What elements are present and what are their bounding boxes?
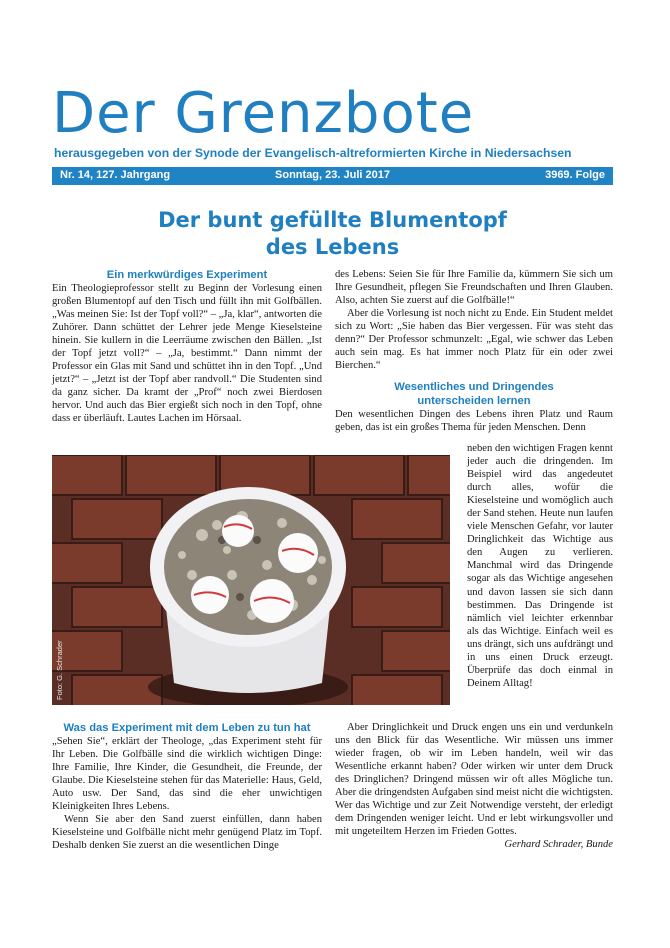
paragraph-student: Aber die Vorlesung ist noch nicht zu Ende. Ein Student meldet sich zu Wort: „Sie haben das Bier vergessen. Für was steht das denn?“ Der Professor schmunzelt: „Egal, wie schwer das Leben auch sein mag. Es hat immer noch Platz für ein oder zwei Bierchen.“ <box>335 308 613 372</box>
issue-sequence: 3969. Folge <box>545 169 605 181</box>
right-column-top <box>335 268 613 434</box>
paragraph-sand: Wenn Sie aber den Sand zuerst einfüllen, dann haben Kieselsteine und Golfbälle nicht mehr genügend Platz im Topf. Deshalb denken Sie zuerst an die wesentlichen Dinge <box>52 814 322 852</box>
paragraph-meaning: „Sehen Sie“, erklärt der Theologe, „das Experiment steht für Ihr Leben. Die Golfbälle sind die wirklich wichtigen Dinge: Ihre Familie, Ihre Kinder, die Gesundheit, die Freunde, der Glaube. Die Kieselsteine stehen für das Materielle: Haus, Geld, Auto usw. Der Sand, das sind die eher unwichtigen Kleinigkeiten Ihres Lebens. <box>52 736 322 813</box>
subheading-wesentliches-1: Wesentliches und Dringendes <box>394 381 554 394</box>
masthead-subtitle: herausgegeben von der Synode der Evangelisch-altreformierten Kirche in Niedersachsen <box>54 146 572 160</box>
photo-credit: Foto: G. Schrader <box>55 640 64 700</box>
issue-date: Sonntag, 23. Juli 2017 <box>275 169 390 181</box>
issue-info-bar <box>52 167 613 185</box>
left-column-top <box>52 268 322 426</box>
article-headline <box>52 207 613 261</box>
left-column-bottom <box>52 721 322 852</box>
author-signature: Gerhard Schrader, Bunde <box>504 839 613 851</box>
paragraph-druck <box>335 721 613 851</box>
headline-line-1: Der bunt gefüllte Blumentopf <box>158 208 507 232</box>
paragraph-druck-text: Aber Dringlichkeit und Druck engen uns ein und verdunkeln uns den Blick für das Wesentliche. Wir müssen uns immer wieder fragen, ob wir im Leben handeln, weil wir das Wesentliche erkannt haben? Oder wirken wir unter dem Druck des Dringlichen? Dringend müssen wir oft alles Mögliche tun. Aber die dringendsten Aufgaben sind meist nicht die wichtigsten. Wer das Wichtige und zur Zeit Notwendige versteht, der erledigt dem Dringenden weniger leicht. Und er lebt wirkungsvoller und mit ungeteiltem Herzen im Frieden Gottes. <box>335 722 613 838</box>
flowerpot-illustration <box>52 455 450 705</box>
headline-line-2: des Lebens <box>265 235 400 259</box>
right-column-wrap <box>467 442 613 690</box>
paragraph-dringend: neben den wichtigen Fragen kennt jeder auch die dringenden. Im Beispiel wird das angedeutet durch alles, wofür die Kieselsteine und womöglich auch der Sand stehen. Heute nun laufen viele Menschen Gefahr, vor lauter Dringlichkeit das Wichtige aus den Augen zu verlieren. Manchmal wird das Dringende sogar als das Wichtige angesehen und davon lassen sie sich dann bestimmen. Das Dringende ist nämlich viel leichter erkennbar als das Wichtige. Einfach weil es uns drängt, sich uns aufdrängt und in uns einen Druck erzeugt. Überprüfe das doch einmal in Deinem Alltag! <box>467 443 613 689</box>
masthead-title: Der Grenzbote <box>52 81 475 146</box>
right-column-bottom <box>335 721 613 851</box>
subheading-wesentliches-2: unterscheiden lernen <box>417 395 531 408</box>
subheading-experiment: Ein merkwürdiges Experiment <box>106 269 268 281</box>
subheading-meaning: Was das Experiment mit dem Leben zu tun hat <box>63 722 311 734</box>
issue-number: Nr. 14, 127. Jahrgang <box>60 169 171 181</box>
paragraph-wesentlichen: Den wesentlichen Dingen des Lebens ihren Platz und Raum geben, das ist ein großes Thema für jeden Menschen. Denn <box>335 409 613 434</box>
paragraph-lebens: des Lebens: Seien Sie für Ihre Familie da, kümmern Sie sich um Ihre Gesundheit, pflegen Sie Freundschaften und Ihren Glauben. Also, achten Sie zuerst auf die Golfbälle!“ <box>335 269 613 307</box>
flowerpot-photo <box>52 455 450 705</box>
paragraph-experiment: Ein Theologieprofessor stellt zu Beginn der Vorlesung einen großen Blumentopf auf den Tisch und füllt ihn mit Golfbällen. „Was meinen Sie: Ist der Topf voll?“ – „Ja, klar“, antworten die Zuhörer. Dann schüttet der Lehrer jede Menge Kieselsteine hinein. Sie kullern in die Leerräume zwischen den Bällen. „Ist der Topf jetzt voll?“ – „Ja, bestimmt.“ Dann nimmt der Professor ein Glas mit Sand und schüttet ihn in den Topf. „Und jetzt?“ – „Jetzt ist der Topf aber randvoll.“ Die Studenten sind da ganz sicher. Da kramt der „Prof“ noch zwei Bierdosen hervor. Und auch das Bier ergießt sich noch in den Topf, ohne dass er überläuft. Lautes Lachen im Hörsaal. <box>52 283 322 425</box>
